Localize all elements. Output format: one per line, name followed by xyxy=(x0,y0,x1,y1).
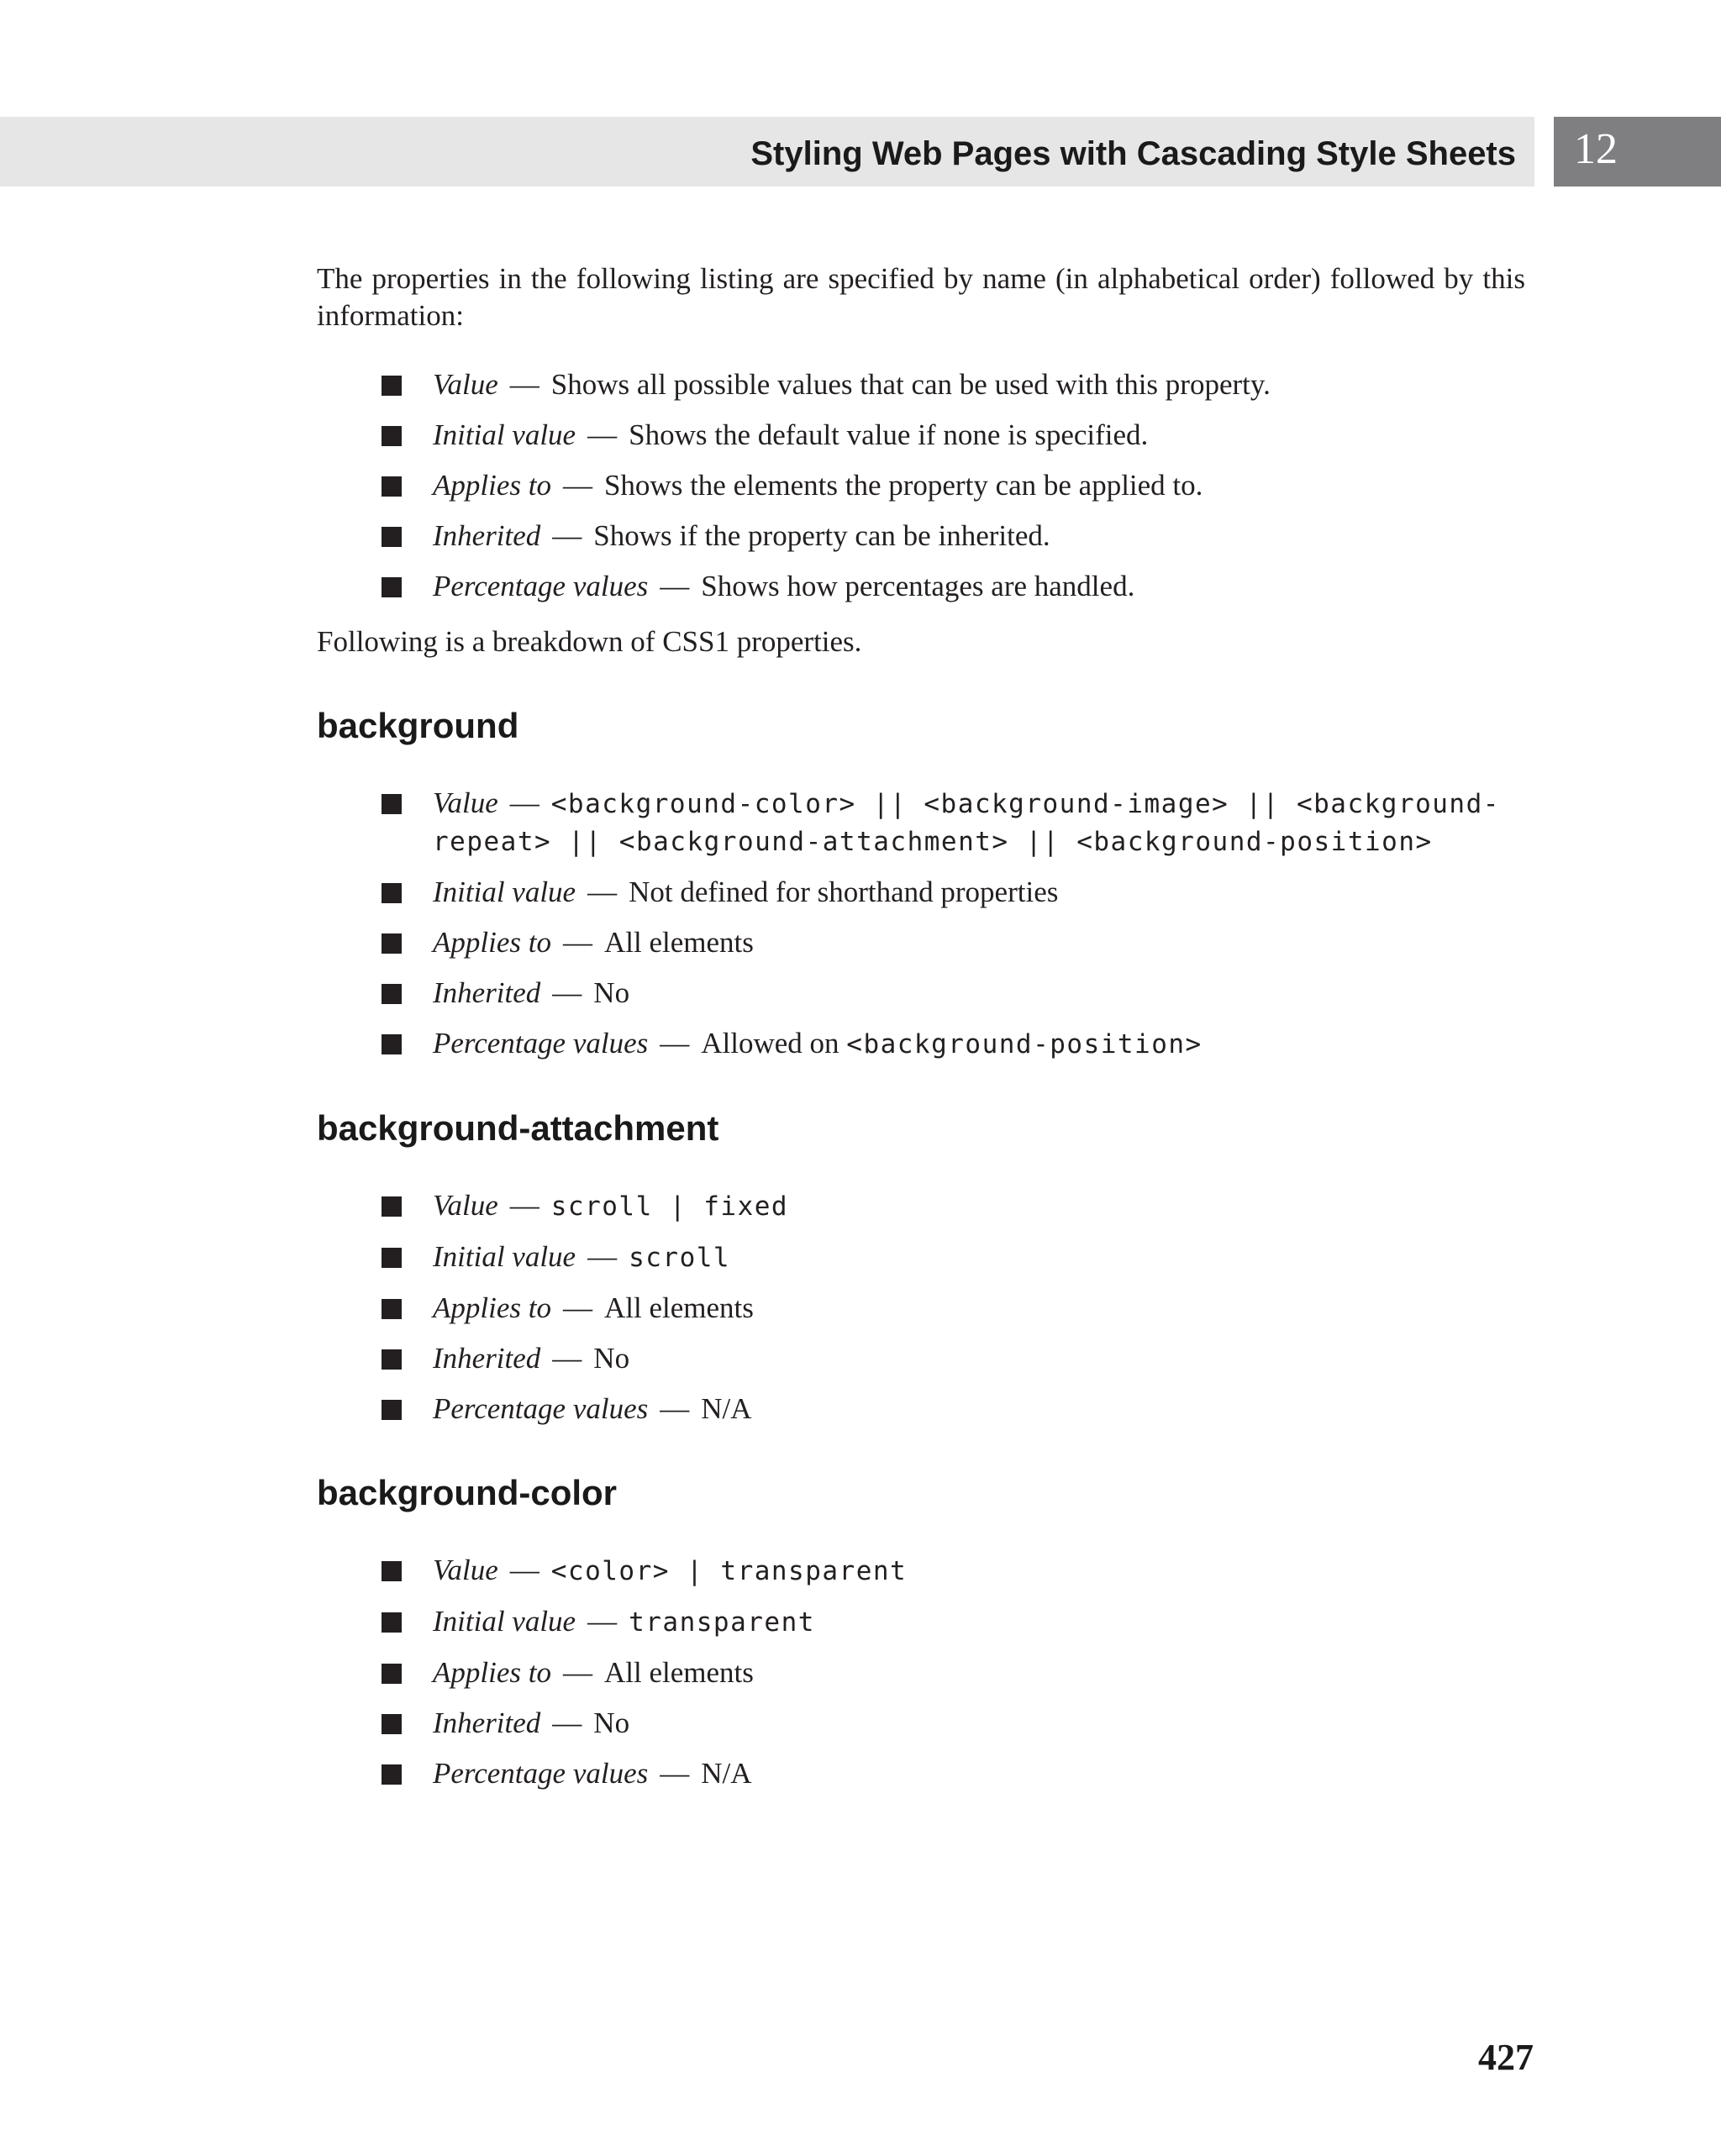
item-desc: N/A xyxy=(701,1392,752,1425)
item-desc: Shows if the property can be inherited. xyxy=(593,519,1050,552)
em-dash: — xyxy=(509,1554,539,1586)
bullet-square-icon xyxy=(382,1034,402,1054)
item-desc: No xyxy=(593,1342,630,1375)
running-header-title: Styling Web Pages with Cascading Style Sheets xyxy=(750,135,1516,172)
em-dash: — xyxy=(660,1392,690,1425)
chapter-number: 12 xyxy=(1574,125,1618,173)
item-term: Initial value xyxy=(433,876,576,908)
property-list-background-color xyxy=(317,1552,1525,1792)
em-dash: — xyxy=(660,570,690,602)
bullet-square-icon xyxy=(382,1612,402,1633)
list-item xyxy=(317,1552,1525,1590)
item-desc: N/A xyxy=(701,1757,752,1790)
value-code: <color> | transparent xyxy=(550,1556,908,1586)
item-desc: Shows the default value if none is specified. xyxy=(629,418,1149,451)
item-term: Initial value xyxy=(433,1605,576,1638)
bullet-square-icon xyxy=(382,1664,402,1684)
value-code: transparent xyxy=(629,1607,815,1638)
item-term: Initial value xyxy=(433,418,576,451)
bullet-square-icon xyxy=(382,1196,402,1217)
list-item xyxy=(317,1238,1525,1276)
item-term: Applies to xyxy=(433,1656,551,1689)
em-dash: — xyxy=(562,1656,592,1689)
bullet-square-icon xyxy=(382,933,402,954)
item-desc: All elements xyxy=(603,1291,754,1324)
value-code: scroll xyxy=(629,1243,731,1273)
page-number: 427 xyxy=(1478,2037,1534,2078)
em-dash: — xyxy=(587,1605,618,1638)
bullet-square-icon xyxy=(382,1764,402,1785)
list-item xyxy=(317,1603,1525,1641)
bullet-square-icon xyxy=(382,1400,402,1420)
em-dash: — xyxy=(587,1240,618,1273)
list-item xyxy=(317,924,1525,961)
list-item xyxy=(317,417,1525,454)
em-dash: — xyxy=(562,1291,592,1324)
item-term: Percentage values xyxy=(433,1757,649,1790)
breakdown-paragraph: Following is a breakdown of CSS1 properties. xyxy=(317,625,862,658)
item-term: Value xyxy=(433,1189,498,1222)
em-dash: — xyxy=(509,368,539,401)
em-dash: — xyxy=(509,1189,539,1222)
em-dash: — xyxy=(509,786,539,819)
em-dash: — xyxy=(552,1342,582,1375)
em-dash: — xyxy=(552,519,582,552)
intro-list xyxy=(317,366,1525,605)
chapter-tab xyxy=(1554,117,1721,187)
item-desc: Shows how percentages are handled. xyxy=(701,570,1135,602)
list-item xyxy=(317,1187,1525,1225)
item-term: Inherited xyxy=(433,1706,541,1739)
list-item xyxy=(317,366,1525,403)
item-term: Inherited xyxy=(433,1342,541,1375)
bullet-square-icon xyxy=(382,376,402,396)
property-list-background-attachment xyxy=(317,1187,1525,1428)
item-term: Initial value xyxy=(433,1240,576,1273)
section-heading-background-color: background-color xyxy=(317,1473,618,1512)
item-desc: Not defined for shorthand properties xyxy=(629,876,1059,908)
bullet-square-icon xyxy=(382,1248,402,1268)
bullet-square-icon xyxy=(382,577,402,597)
list-item xyxy=(317,1654,1525,1691)
bullet-square-icon xyxy=(382,1714,402,1734)
item-term: Value xyxy=(433,368,498,401)
item-desc: Allowed on xyxy=(701,1027,839,1060)
item-term: Value xyxy=(433,786,498,819)
page-body xyxy=(317,260,1525,1806)
list-item xyxy=(317,874,1525,911)
intro-paragraph: The properties in the following listing are specified by name (in alphabetical order) followed by this information: xyxy=(317,262,1525,332)
item-desc: No xyxy=(593,1706,630,1739)
bullet-square-icon xyxy=(382,883,402,903)
bullet-square-icon xyxy=(382,1349,402,1370)
em-dash: — xyxy=(562,926,592,959)
value-code: <background-color> || <background-image> || <background-repeat> || <background-attachment> || <background-position> xyxy=(433,789,1500,857)
list-item xyxy=(317,568,1525,605)
value-code: <background-position> xyxy=(846,1029,1203,1060)
list-item xyxy=(317,1340,1525,1377)
item-desc: All elements xyxy=(603,926,754,959)
item-term: Percentage values xyxy=(433,1027,649,1060)
section-heading-background-attachment: background-attachment xyxy=(317,1108,719,1148)
em-dash: — xyxy=(587,876,618,908)
item-term: Value xyxy=(433,1554,498,1586)
bullet-square-icon xyxy=(382,984,402,1004)
em-dash: — xyxy=(552,1706,582,1739)
em-dash: — xyxy=(587,418,618,451)
list-item xyxy=(317,467,1525,504)
item-term: Inherited xyxy=(433,519,541,552)
list-item xyxy=(317,785,1525,860)
item-term: Applies to xyxy=(433,1291,551,1324)
bullet-square-icon xyxy=(382,527,402,547)
item-desc: All elements xyxy=(603,1656,754,1689)
item-term: Applies to xyxy=(433,469,551,502)
bullet-square-icon xyxy=(382,794,402,814)
list-item xyxy=(317,1290,1525,1327)
property-list-background xyxy=(317,785,1525,1063)
list-item xyxy=(317,518,1525,555)
list-item xyxy=(317,1755,1525,1792)
bullet-square-icon xyxy=(382,1561,402,1581)
item-desc: Shows the elements the property can be applied to. xyxy=(603,469,1203,502)
item-term: Inherited xyxy=(433,976,541,1009)
item-desc: No xyxy=(593,976,630,1009)
em-dash: — xyxy=(552,976,582,1009)
item-term: Applies to xyxy=(433,926,551,959)
item-term: Percentage values xyxy=(433,1392,649,1425)
list-item xyxy=(317,1391,1525,1428)
em-dash: — xyxy=(660,1757,690,1790)
em-dash: — xyxy=(562,469,592,502)
bullet-square-icon xyxy=(382,426,402,446)
bullet-square-icon xyxy=(382,1299,402,1319)
em-dash: — xyxy=(660,1027,690,1060)
value-code: scroll | fixed xyxy=(550,1191,789,1222)
item-term: Percentage values xyxy=(433,570,649,602)
item-desc: Shows all possible values that can be used with this property. xyxy=(550,368,1271,401)
list-item xyxy=(317,1705,1525,1742)
section-heading-background: background xyxy=(317,706,519,745)
list-item xyxy=(317,1025,1525,1063)
bullet-square-icon xyxy=(382,476,402,497)
list-item xyxy=(317,975,1525,1012)
